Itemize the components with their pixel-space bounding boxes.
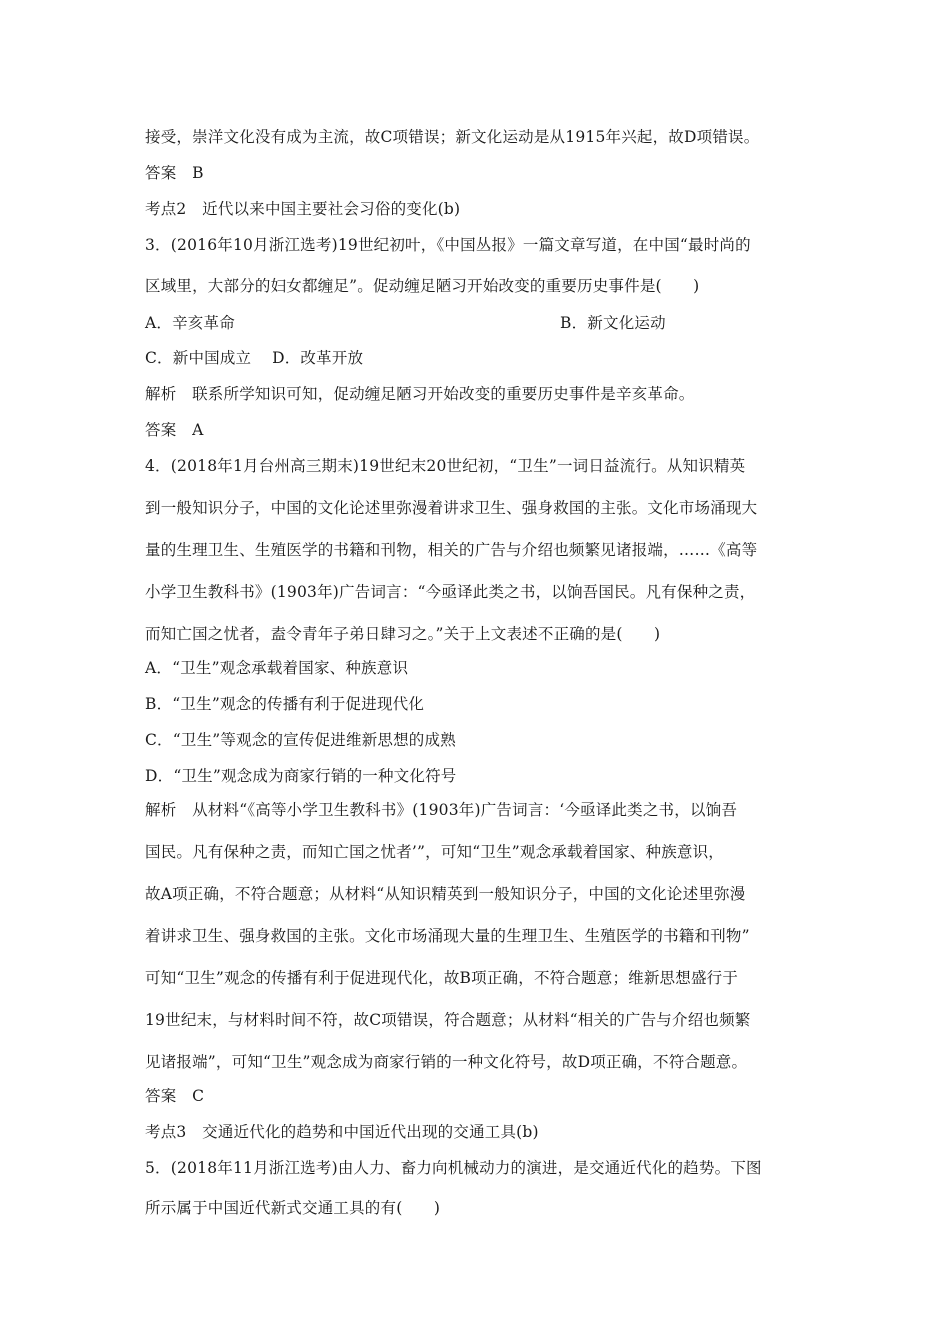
section-heading: 考点2 近代以来中国主要社会习俗的变化(b) xyxy=(145,200,461,218)
question-4-line: 量的生理卫生、生殖医学的书籍和刊物，相关的广告与介绍也频繁见诸报端，……《高等 xyxy=(145,541,758,559)
question-5-line: 5．(2018年11月浙江选考)由人力、畜力向机械动力的演进，是交通近代化的趋势。下图 xyxy=(145,1159,762,1177)
section-heading: 考点3 交通近代化的趋势和中国近代出现的交通工具(b) xyxy=(145,1123,539,1141)
option-d: D．“卫生”观念成为商家行销的一种文化符号 xyxy=(145,767,457,785)
question-3-options-row xyxy=(145,313,666,333)
option-a: A．辛亥革命 xyxy=(145,314,235,332)
analysis-line: 见诸报端”，可知“卫生”观念成为商家行销的一种文化符号，故D项正确，不符合题意。 xyxy=(145,1053,748,1071)
option-a: A．“卫生”观念承载着国家、种族意识 xyxy=(145,659,409,677)
question-3-line: 3．(2016年10月浙江选考)19世纪初叶，《中国丛报》一篇文章写道，在中国“最时尚的 xyxy=(145,236,751,254)
analysis-line: 解析 联系所学知识可知，促动缠足陋习开始改变的重要历史事件是辛亥革命。 xyxy=(145,385,695,403)
analysis-line: 着讲求卫生、强身救国的主张。文化市场涌现大量的生理卫生、生殖医学的书籍和刊物” xyxy=(145,927,750,945)
analysis-line: 可知“卫生”观念的传播有利于促进现代化，故B项正确，不符合题意；维新思想盛行于 xyxy=(145,969,739,987)
text-line: 接受，崇洋文化没有成为主流，故C项错误；新文化运动是从1915年兴起，故D项错误。 xyxy=(145,128,760,146)
analysis-line: 故A项正确，不符合题意；从材料“从知识精英到一般知识分子，中国的文化论述里弥漫 xyxy=(145,885,746,903)
question-3-line: 区域里，大部分的妇女都缠足”。促动缠足陋习开始改变的重要历史事件是( ) xyxy=(145,277,700,295)
answer-line: 答案 A xyxy=(145,421,204,439)
option-c: C．“卫生”等观念的宣传促进维新思想的成熟 xyxy=(145,731,456,749)
option-b: B．“卫生”观念的传播有利于促进现代化 xyxy=(145,695,425,713)
question-3-options-row: C．新中国成立 D．改革开放 xyxy=(145,349,364,367)
question-4-line: 4．(2018年1月台州高三期末)19世纪末20世纪初，“卫生”一词日益流行。从知识精英 xyxy=(145,457,746,475)
analysis-line: 国民。凡有保种之责，而知亡国之忧者’”，可知“卫生”观念承载着国家、种族意识， xyxy=(145,843,725,861)
answer-line: 答案 C xyxy=(145,1087,205,1105)
analysis-line: 19世纪末，与材料时间不符，故C项错误，符合题意；从材料“相关的广告与介绍也频繁 xyxy=(145,1011,751,1029)
question-5-line: 所示属于中国近代新式交通工具的有( ) xyxy=(145,1199,441,1217)
question-4-line: 到一般知识分子，中国的文化论述里弥漫着讲求卫生、强身救国的主张。文化市场涌现大 xyxy=(145,499,758,517)
answer-line: 答案 B xyxy=(145,164,204,182)
analysis-line: 解析 从材料“《高等小学卫生教科书》(1903年)广告词言：‘今亟译此类之书，以饷吾 xyxy=(145,801,738,819)
option-b: B．新文化运动 xyxy=(560,314,666,332)
question-4-line: 小学卫生教科书》(1903年)广告词言：“今亟译此类之书，以饷吾国民。凡有保种之责， xyxy=(145,583,756,601)
question-4-line: 而知亡国之忧者，盍令青年子弟日肆习之。”关于上文表述不正确的是( ) xyxy=(145,625,661,643)
